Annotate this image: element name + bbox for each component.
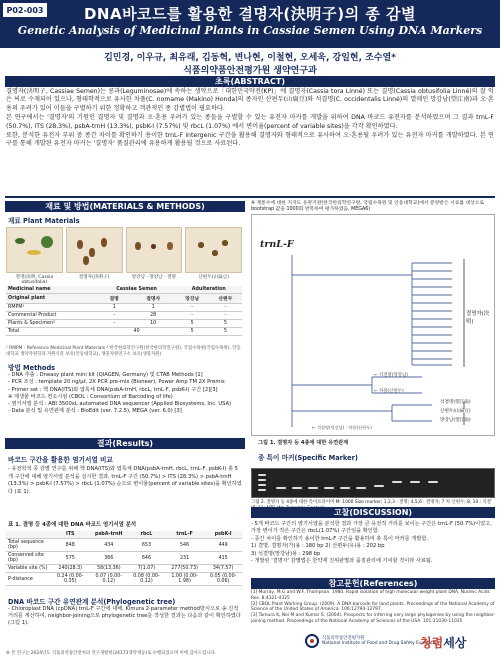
figure1-note: ※ 계통수에 대한 지지도 유관기관(한국한의학연구원, 국립수목원 및 안동대학교)에서 분양받은 시료를 대상으로 bootstrap 값을 1000회 반복하여 평가하였음, MEGA6) [251,201,485,212]
table-header: Cassiae Semen [98,286,176,294]
table-cell: 231 [165,552,204,565]
table-cell: Commercial Product [6,312,98,320]
table-header: Medicinal name [6,286,98,294]
author-list: 김민경, 이우규, 최유래, 김동혁, 변나현, 이철현, 오세욱, 강일현, 조수열* [104,53,396,63]
organization: 식품의약품안전평가원 생약연구과 [183,66,317,76]
table-cell: 434 [90,539,129,552]
list-item: [1] Murray, M.G and W.F. Thompson. 1980. Rapid isolation of high molecular weight plant DNA. Nucleic Acids Res. 8:4321-4325 [251,590,490,601]
table-header: Adulteration [176,286,242,294]
list-item: - DNA 추출 : Dneasy plant mini kit (QIAGEN, Germany) 및 CTAB Methods [1] [8,372,203,378]
abstract-p2: 본 연구에서는 '결명자'의 기원인 결명자 및 결명과 오·혼용 우려가 있는 종들을 구별할 수 있는 유전자 마커를 개발을 위하여 DNA 바코드 유전자를 분석하였으며 그 결과 trnL-F (50.7%), ITS (28.3%), psbA-trnH (13.3%), psbK-I (7.57%) 및 rbcL (1.07%) 에서 변이율(percent of variable sites)을 각각 확인하였다. [6,114,494,130]
table-row [6,328,242,336]
table-cell: Variable site (%) [6,565,51,573]
table-header: 결명자 [131,294,176,304]
list-item: - 종간 차이를 확인하기 용이한 trnL-F 구간을 활용하여 총 특이 마커를 개발함. [251,535,428,542]
figure1-caption: 그림 1. 결명자 등 4종에 대한 유연관계 [258,440,349,446]
table-cell: 0.07 (0.00-0.12) [90,573,129,586]
table-cell: 449 [204,539,242,552]
table-cell: Plants & Specimen² [6,320,98,328]
results-text-1: - 유전학적 종 감별 연구를 위해 핵 DNA(ITS)와 엽록체 DNA(psbA-trnH, rbcL, trnL-F, psbK-I) 총 5개 구간에 대해 염기서열 분석을 실시한 결과, trnL-F 구간 (50.7%) > ITS (28.3%) > psbA-trnH (13.3%) > psbK-I (7.57%) > rbcL (1.07%) 순으로 변이율(percent of variable sites)을 확인하였다 (표 1). [8,466,242,495]
table-cell: - [209,312,242,320]
results-sub-1: 바코드 구간을 활용한 염기서열 비교 [8,456,113,464]
table-cell: 366 [90,552,129,565]
clade-label: 결명자(決明) [466,311,490,325]
table-cell: Conserved site (bp) [6,552,51,565]
table-row [6,320,242,328]
table-row [6,304,242,312]
slogan-b: 세상 [443,636,467,650]
photo-seeds-compare [126,227,183,273]
table-cell: - [98,320,131,328]
logo-text-ko: 식품의약품안전평가원 [322,636,365,641]
materials-heading: 재료 및 방법(MATERIALS & METHODS) [5,201,245,212]
table-cell: 848 [51,539,90,552]
photo-plant-obtusifolia [6,227,63,273]
phylogenetic-tree [251,214,495,436]
table-header: rbcL [128,531,165,539]
poster-id: P02-003 [3,3,47,17]
list-item: - 5개 바코드 구간의 염기서열을 분석한 결과 가장 큰 유전적 거리를 보이는 구간은 trnL-F (50.7%)이었고, 가장 변이가 작은 구간은 rbcL(1.07%) 구간임을 확인함. [251,521,492,535]
table-cell: Total [6,328,98,336]
discussion-list [251,521,495,565]
table-header: 산편두 [209,294,242,304]
table-notes: ¹ RMPM : Reference Medicinal Plant Materials ² 한국한의학연구원(한국한의학연구원), 국립수목원(국립수목원), 안동대학교 생약자원학과 자원식물 보유(안동대학교), 생물자원연구소 보유(생물자원) [6,346,241,357]
table-cell: - [176,312,209,320]
list-item: - Data 분석 및 유연관계 분석 : BioEdit (ver. 7.2.5), MEGA (ver. 6.0) [3] [8,408,182,415]
table-header [6,531,51,539]
table2-title: 표 1. 결명 등 4종에 대한 DNA 바코드 염기서열 분석 [8,522,137,528]
list-item: [2] CBOL Plant Working Group. (2009). A DNA barcode for land plants. Proceedings of the National Academy of Science of the United States of America. 106:12794-12797. [251,601,495,613]
photo-seeds-1 [66,227,123,273]
clade-label: 망강남(望江南) [440,418,471,423]
plant-materials-label: 재료 Plant Materials [8,217,80,225]
abstract-body [6,88,494,192]
table-cell: 28 [131,312,176,320]
abstract-p3: 또한, 분석한 유전자 부위 중 종간 차이를 확인하기 용이한 trnL-F intergenic 구간을 활용해 결명자와 형태적으로 유사하여 오·혼용될 우려가 있는 유전자 마커를 개발하였다. 본 연구를 통해 개발된 유전자 마커는 '결명자' 품질관리에 유용하게 활용될 것으로 사료된다. [6,132,494,148]
clade-label: 산편두(山扁豆) [440,409,471,414]
table-row [6,552,242,565]
table-cell: 546 [165,539,204,552]
table-header: Original plant [6,294,98,304]
table-cell: 10 [131,320,176,328]
title-korean: DNA바코드를 활용한 결명자(決明子)의 종 감별 [83,5,417,23]
table-cell: 1.00 (0.00-1.98) [165,573,204,586]
table-cell: 7(1.07) [128,565,165,573]
clade-label: ← 석결명(망강남) · 차풀(산편두) [312,425,372,430]
title-english: Genetic Analysis of Medicinal Plants in Cassiae Semen Using DNA Markers [17,24,483,37]
list-item: 1) 결명, 결명자(가)용 : 180 bp 2) 산편두(유)용 : 202 bp [251,543,385,550]
methods-label: 방법 Methods [8,364,56,372]
table-row [6,539,242,552]
table-row [6,573,242,586]
logo-text-en: National Institute of Food and Drug Safety Evaluation [322,641,440,646]
list-item: - Primer set : 핵 DNA(ITS)와 엽록체 DNA(psbA-trnH, rbcL, trnL-F, psbK-I) 구간 [2][3] [8,386,218,393]
table-cell: 575 [51,552,90,565]
table-header: psbA-trnH [90,531,129,539]
table-cell: Total sequence (bp) [6,539,51,552]
slogan [420,634,466,651]
table-cell: 5 [176,328,209,336]
photo-caption: 결명(決明, Cassia obtusifolia) [15,275,54,285]
table-cell: 34(7.57) [204,565,242,573]
list-item: ※ 제생물 바코드 컨소시엄 (CBOL : Consortium of Barcoding of life) [8,393,173,400]
table-header: ITS [51,531,90,539]
gel-image [251,468,495,498]
emblem-icon [305,634,319,648]
photo-caption: 산편두(山扁豆) [198,275,229,280]
table-cell: P-distance [6,573,51,586]
slogan-a: 청렴 [420,636,444,650]
references-heading: 참고문헌(References) [251,578,495,589]
materials-table [6,286,242,336]
table-header: 결명 [98,294,131,304]
table-cell: 415 [204,552,242,565]
results-sub-2: DNA 바코드 구간 유연관계 분석(Phylogenetic tree) [8,598,176,606]
table-header: 망강남 [176,294,209,304]
abstract-p1: 결명자(決明子, Cassiae Semen)는 콩과(Leguminosae)에 속하는 생약으로「대한민국약전(KP)」에 결명자(Cassia tora Linné) 또는 결명(Cassia obtusifolia Linné)의 잘 익은 씨로 수재되어 있으나, 형태학적으로 유사한 차풀(C. nomame (Makino) Honda)의 종자인 산편두(山扁豆)와 석결명(C. occidentalis Linné)의 열매인 망강남(望江南)과 오·혼용의 우려가 있어 이들을 구별하기 위한 정확하고 객관적인 종 감별법이 필요하다. [6,88,494,112]
table-cell: 5 [209,328,242,336]
table-row [6,565,242,573]
divider [5,196,495,198]
photo-caption: 망강남 · 망강남 · 결명 [131,275,176,280]
clade-label: ← 석결명(망강남) [374,373,408,378]
table-cell: - [98,312,131,320]
figure2-caption: 그림 2. 결명자 등 4종에 대한 특이프라이머 M: 1000 Size marker; 1,2,3 : 결명; 4,5,6 : 결명자; 7 차 산편두; 8, 10 : 석결 [251,500,491,505]
list-item: - 개발된 '결명자' 감별법은 한약재 진위판별과 품질관리에 기여할 것이라 사료됨. [251,558,433,565]
table-cell: 58(13.36) [90,565,129,573]
table-cell: 5 [209,320,242,328]
funding-note: ※ 본 연구는 2024년도 식품의약품안전처의 연구개발비(24173생약재등)로 수행되었으며 이에 감사드립니다. [6,651,217,656]
list-item: - PCR 조성 : template 20 ng/µℓ, 2X PCR pre-mix (Bioneer), Power Amp TM 2X Premix [8,379,225,386]
table-cell: 646 [128,552,165,565]
photo-captions [6,274,242,285]
table-header: psbK-I [204,531,242,539]
tree-gene-label: trnL-F [260,239,294,250]
table-cell: 1 [131,304,176,312]
table-cell: 5 [176,320,209,328]
table-cell: 0.24 (0.00-0.35) [51,573,90,586]
table-cell: - [176,304,209,312]
abstract-heading: 초록(ABSTRACT) [5,76,495,87]
table-cell: RMPM¹ [6,304,98,312]
list-item: [3] Tamura K, Nei M and Kumar S. (2004). Prospects for inferring very large phylogenies by using the neighbor-joining method. Proceedings of the National Academy of Sciences of the USA. 101:11030-11035 [251,613,495,624]
table-cell: 277(50.73) [165,565,204,573]
table-cell: 0.08 (0.00-0.12) [128,573,165,586]
specific-marker-label: 종 특이 마커(Specific Marker) [258,454,358,462]
sequence-table [6,531,242,586]
table-cell: 1 [98,304,131,312]
methods-list [8,372,242,416]
table-header: trnL-F [165,531,204,539]
table-row [6,312,242,320]
table-cell: 240(28.3) [51,565,90,573]
table-cell: 0.05 (0.00-0.06) [204,573,242,586]
list-item: - 염기서열 분석 : ABI 3500xL automated DNA sequencer (Applied Biosystems, Inc. USA) [8,401,232,408]
clade-label: 석결명(望江南) [440,400,471,405]
results-heading: 결과(Results) [5,438,245,449]
list-item: 3) 석결명(망강남)용 : 298 bp [251,550,321,557]
references-list [251,590,495,625]
seed-photo-row [6,227,242,273]
table-cell: 653 [128,539,165,552]
clade-label: ← 차풀(산편두) [374,389,404,394]
discussion-heading: 고찰(DISCUSSION) [251,507,495,518]
photo-caption: 결명자(決明子) [78,275,110,280]
results-text-2: - Chloroplast DNA (cpDNA) trnL-F 구간에 대해, Kimura 2-parameter method방식으로 송 진적 거리를 계산하여, neighbor-joining으로 phylogenetic tree를 작성한 결과는 다음과 같이 확인하였다 (그림 1). [8,606,241,626]
table-cell: 40 [98,328,176,336]
photo-seeds-4 [185,227,242,273]
table-cell: - [209,304,242,312]
